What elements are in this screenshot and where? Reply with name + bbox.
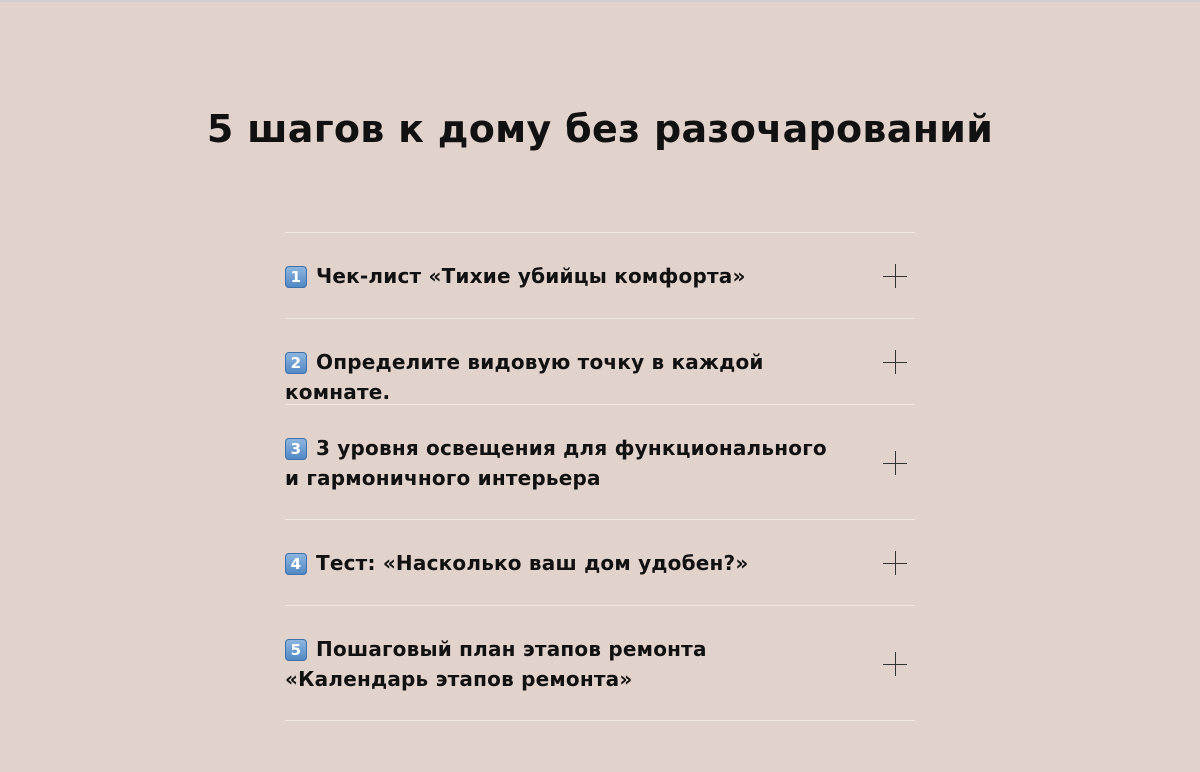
accordion-item-label: Определите видовую точку в каждой комнате. xyxy=(285,350,764,404)
page-title: 5 шагов к дому без разочарований xyxy=(206,107,994,151)
accordion-item-label: Тест: «Насколько ваш дом удобен?» xyxy=(316,551,749,575)
accordion xyxy=(285,232,915,721)
accordion-item-5[interactable] xyxy=(285,606,915,721)
plus-icon[interactable] xyxy=(883,264,907,288)
number-1-badge-icon: 1 xyxy=(285,266,307,288)
accordion-item-text xyxy=(285,261,845,291)
accordion-item-2[interactable] xyxy=(285,319,915,405)
plus-icon[interactable] xyxy=(883,350,907,374)
accordion-item-text xyxy=(285,433,845,493)
accordion-item-label: 3 уровня освещения для функционального и гармоничного интерьера xyxy=(285,436,827,490)
plus-icon[interactable] xyxy=(883,652,907,676)
accordion-item-label: Пошаговый план этапов ремонта «Календарь этапов ремонта» xyxy=(285,637,707,691)
number-3-badge-icon: 3 xyxy=(285,438,307,460)
accordion-item-text xyxy=(285,347,845,407)
plus-icon[interactable] xyxy=(883,551,907,575)
number-2-badge-icon: 2 xyxy=(285,352,307,374)
accordion-item-3[interactable] xyxy=(285,405,915,520)
number-5-badge-icon: 5 xyxy=(285,639,307,661)
accordion-item-label: Чек-лист «Тихие убийцы комфорта» xyxy=(316,264,746,288)
number-4-badge-icon: 4 xyxy=(285,553,307,575)
top-border xyxy=(0,0,1200,2)
accordion-item-4[interactable] xyxy=(285,520,915,606)
accordion-item-text xyxy=(285,548,845,578)
plus-icon[interactable] xyxy=(883,451,907,475)
accordion-item-1[interactable] xyxy=(285,233,915,319)
accordion-item-text xyxy=(285,634,845,694)
